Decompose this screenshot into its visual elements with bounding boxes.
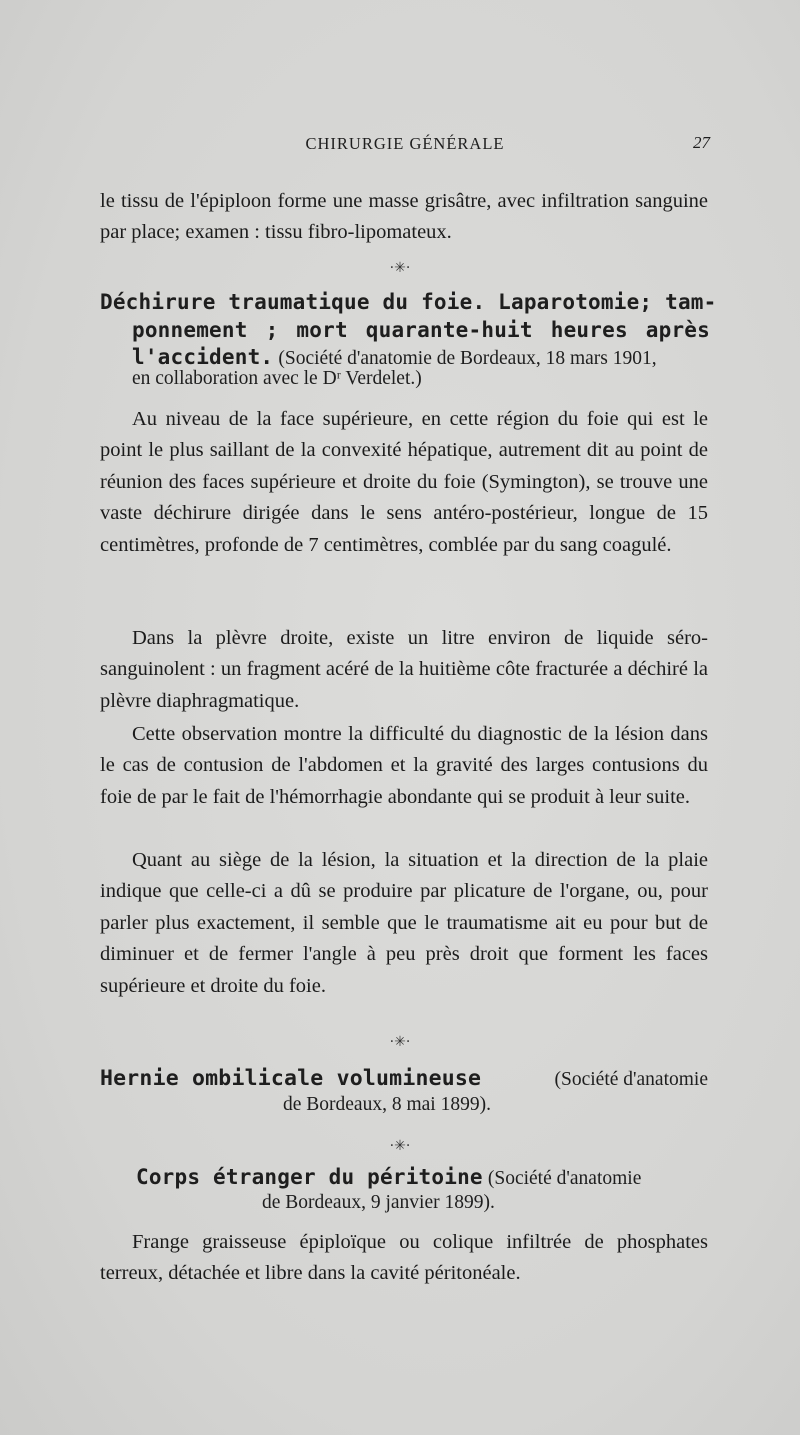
section1-title-line2: ponnement ; mort quarante-huit heures après (132, 318, 710, 342)
section2-ref-line1: (Société d'anatomie (554, 1069, 708, 1090)
page-header (100, 131, 710, 159)
section-separator-2: ·✳· (389, 1034, 411, 1050)
section1-ref-line1: (Société d'anatomie de Bordeaux, 18 mars 1901, (278, 348, 657, 369)
section2-heading (100, 1066, 710, 1126)
section1-paragraph-1: Au niveau de la face supérieure, en cette région du foie qui est le point le plus saillant de la convexité hépatique, autrement dit au point de réunion des faces supérieure et droite du foie (Symington), se trouve une vaste déchirure dirigée dans le sens antéro-postérieur, longue de 15 centimètres, profonde de 7 centimètres, comblée par du sang coagulé. (100, 408, 708, 556)
section-separator-3: ·✳· (389, 1138, 411, 1154)
section-separator-1: ·✳· (389, 260, 411, 276)
section3-ref-line1: (Société d'anatomie (487, 1168, 642, 1189)
section2-ref-line2: de Bordeaux, 8 mai 1899). (283, 1094, 491, 1115)
section1-title-line3: l'accident. (132, 345, 274, 369)
section3-heading (100, 1165, 710, 1225)
section1-paragraph-2: Dans la plèvre droite, existe un litre environ de liquide séro-sanguinolent : un fragment acéré de la huitième côte fracturée a déchiré la plèvre diaphragmatique. (100, 627, 708, 712)
section1-paragraph-3: Cette observation montre la difficulté du diagnostic de la lésion dans le cas de contusion de l'abdomen et la gravité des larges contusions du foie de par le fait de l'hémorrhagie abondante qui se produit à leur suite. (100, 723, 708, 808)
section3-paragraph-1: Frange graisseuse épiploïque ou colique infiltrée de phosphates terreux, détachée et libre dans la cavité péritonéale. (100, 1231, 708, 1285)
section1-paragraph-4: Quant au siège de la lésion, la situation et la direction de la plaie indique que celle-ci a dû se produire par plicature de l'organe, ou, pour parler plus exactement, il semble que le traumatisme ait eu pour but de diminuer et de fermer l'angle à peu près droit que forment les faces supérieure et droite du foie. (100, 849, 708, 997)
section3-ref-line2: de Bordeaux, 9 janvier 1899). (262, 1192, 495, 1213)
page-number: 27 (693, 133, 710, 152)
section1-ref-line2: en collaboration avec le Dʳ Verdelet.) (132, 368, 422, 389)
section1-heading (100, 290, 717, 390)
section2-title: Hernie ombilicale volumineuse (100, 1066, 482, 1091)
section1-title-line1: Déchirure traumatique du foie. Laparotomie; tam- (100, 290, 717, 314)
running-title: CHIRURGIE GÉNÉRALE (305, 134, 505, 153)
section3-title: Corps étranger du péritoine (136, 1165, 483, 1189)
intro-paragraph: le tissu de l'épiploon forme une masse grisâtre, avec infiltration sanguine par place; examen : tissu fibro-lipomateux. (100, 190, 708, 244)
